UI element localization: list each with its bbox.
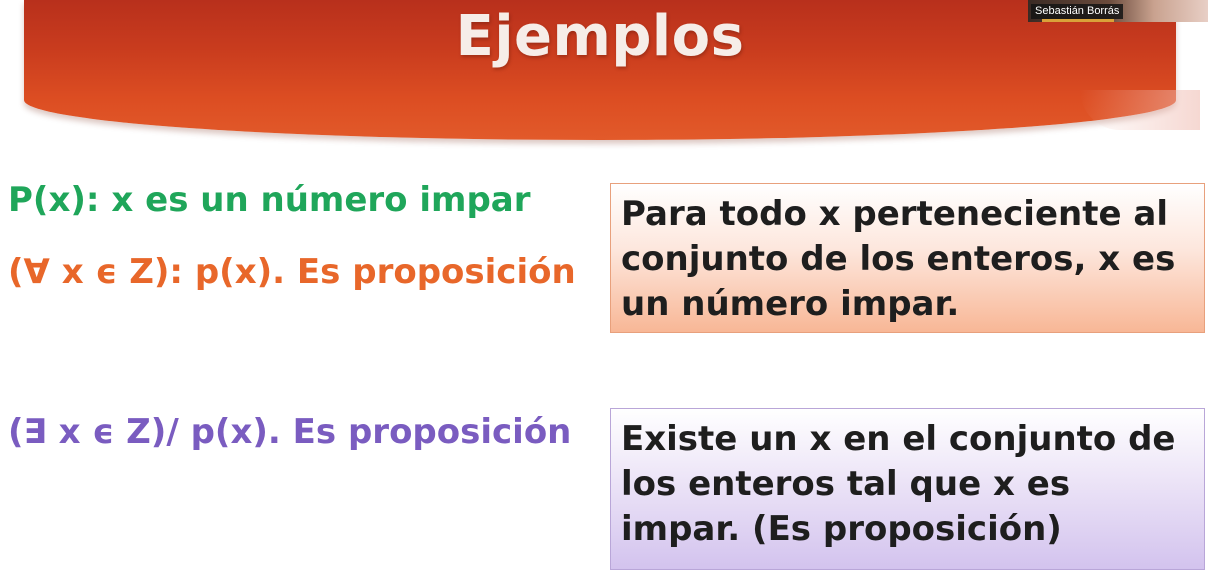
slide-title: Ejemplos [455,4,745,69]
presenter-name-label: Sebastián Borrás [1031,4,1123,19]
webcam-thumbnail[interactable] [1028,0,1208,22]
universal-explanation-text: Para todo x perteneciente al conjunto de los enteros, x es un número impar. [621,194,1176,324]
existential-quantifier-statement: (∃ x ϵ Z)/ p(x). Es proposición [8,412,572,452]
universal-quantifier-statement: (∀ x ϵ Z): p(x). Es proposición [8,252,576,292]
predicate-definition: P(x): x es un número impar [8,180,531,220]
existential-explanation-box [610,408,1205,570]
existential-explanation-text: Existe un x en el conjunto de los enteros tal que x es impar. (Es proposición) [621,419,1176,549]
title-banner [24,0,1176,140]
universal-explanation-box [610,183,1205,333]
audio-level-bar [1042,19,1114,22]
